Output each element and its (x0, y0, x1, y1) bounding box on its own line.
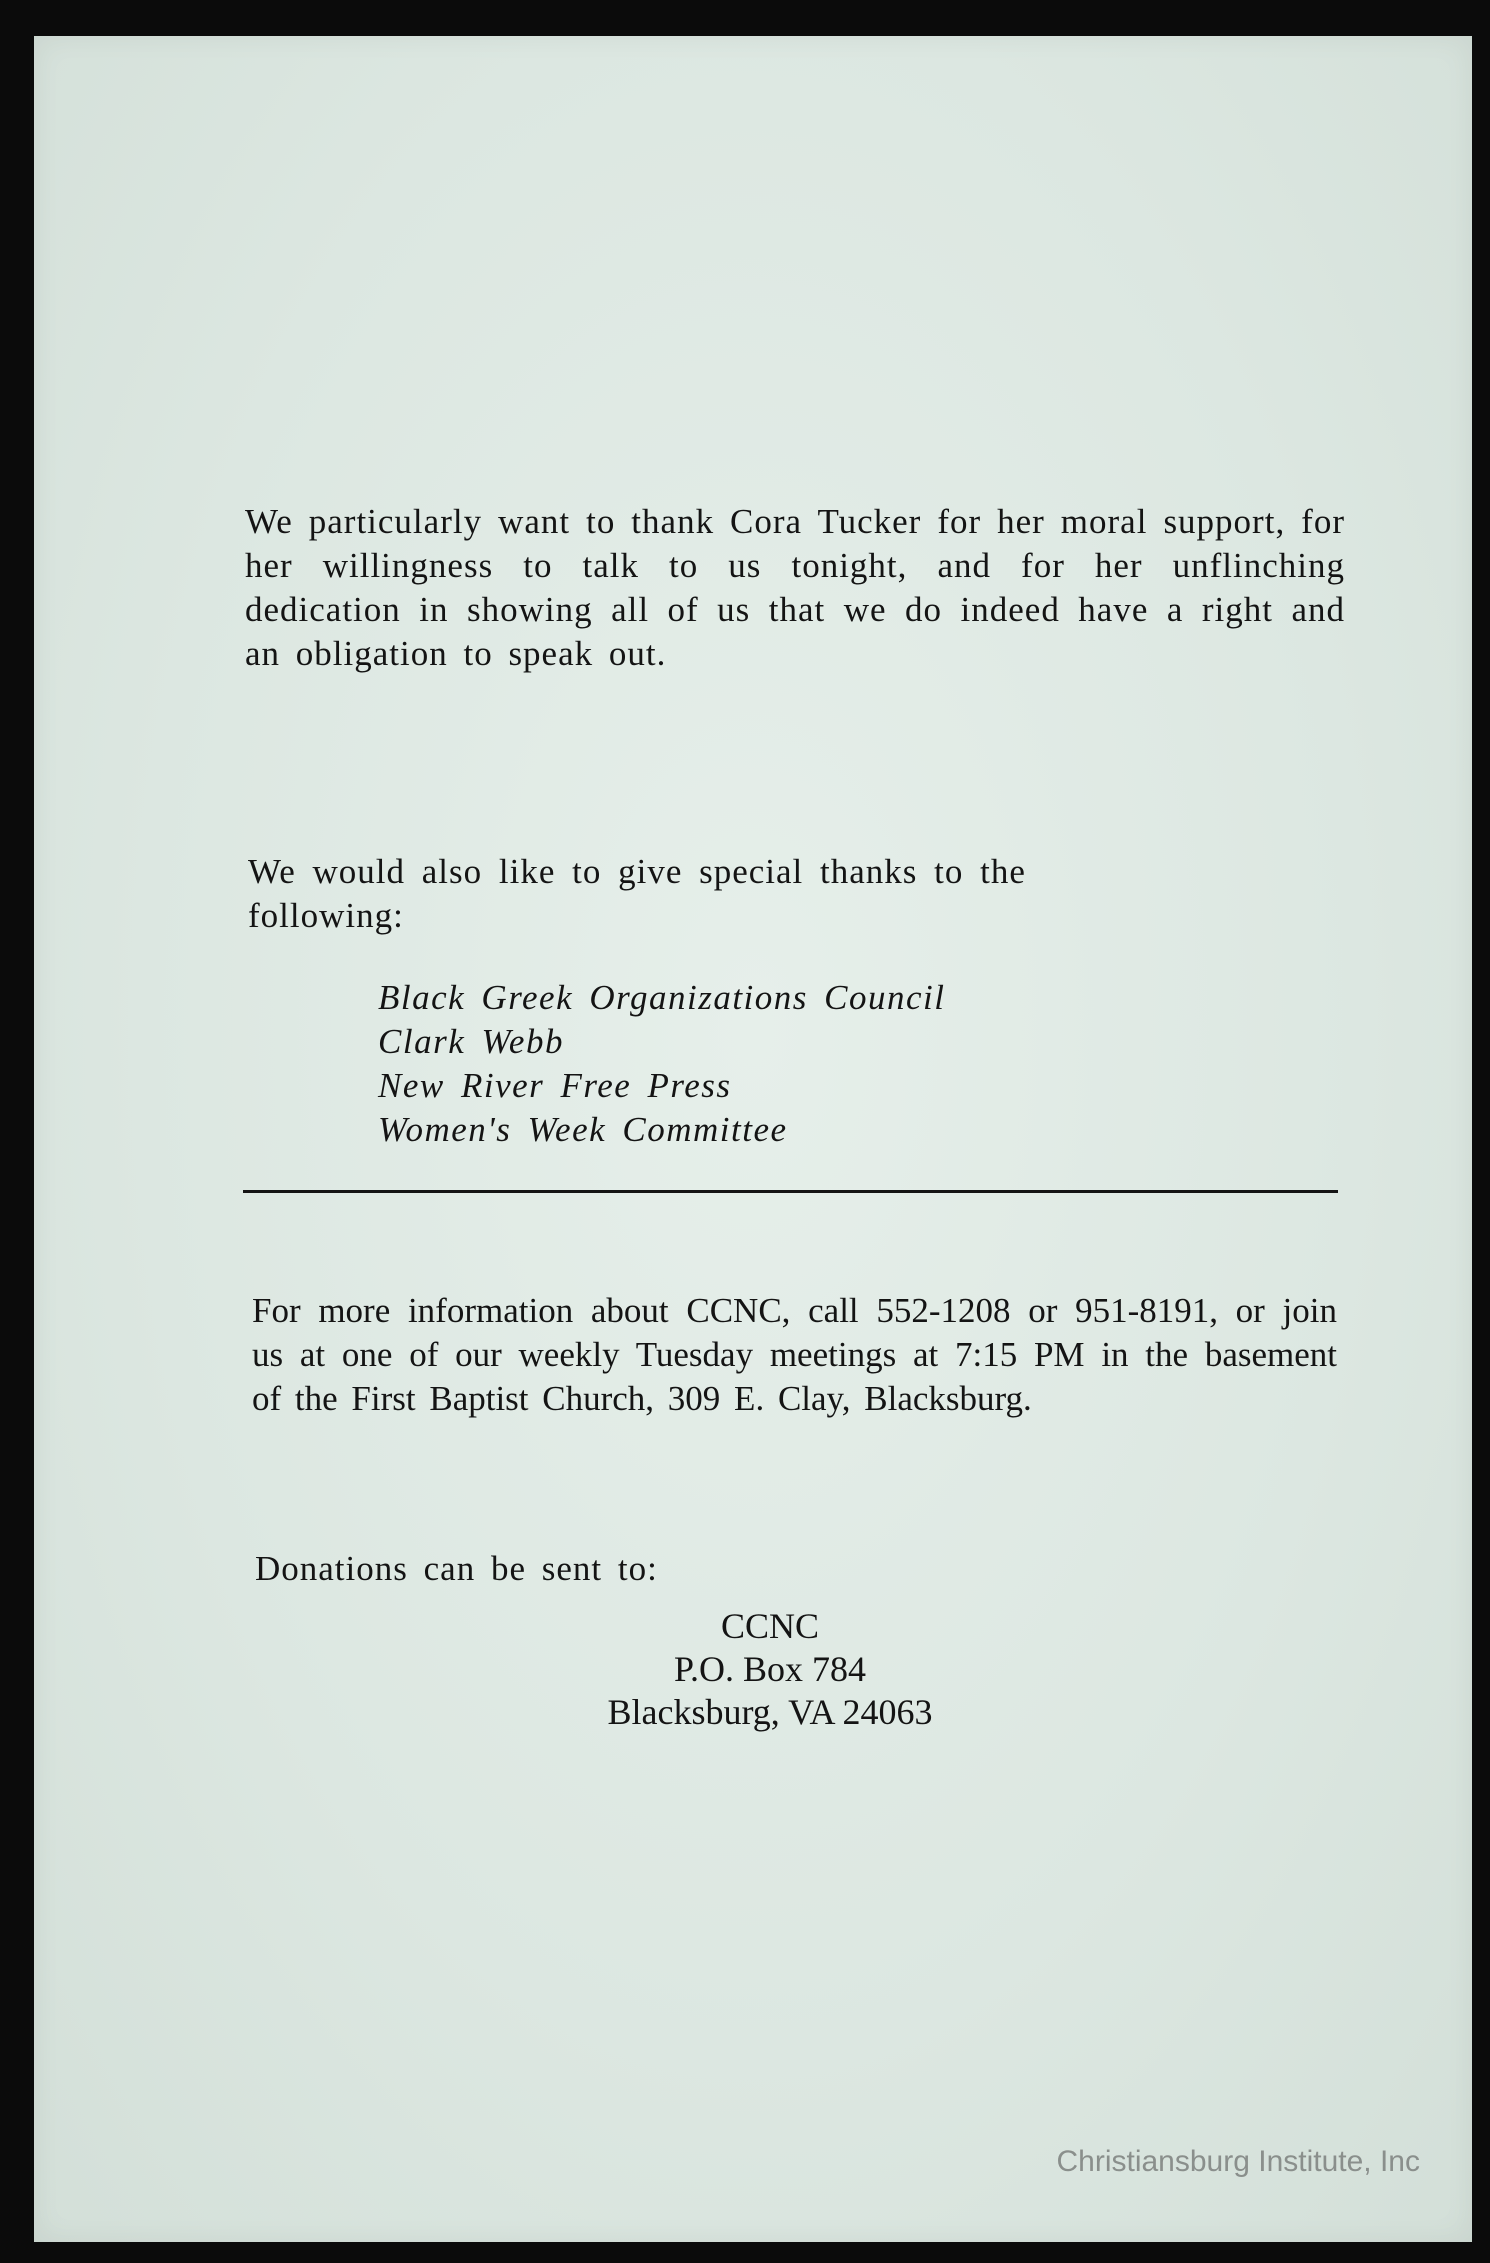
section-divider (243, 1190, 1338, 1193)
list-item: Clark Webb (378, 1022, 564, 1061)
archive-watermark: Christiansburg Institute, Inc (1056, 2145, 1420, 2178)
mailing-address (470, 1605, 1070, 1734)
list-item: New River Free Press (378, 1066, 732, 1105)
address-line-city-state-zip: Blacksburg, VA 24063 (607, 1692, 933, 1732)
address-line-organization: CCNC (720, 1606, 820, 1646)
list-item: Black Greek Organizations Council (378, 978, 946, 1017)
organization-list (378, 976, 945, 1152)
address-line-po-box: P.O. Box 784 (673, 1649, 867, 1689)
list-item: Women's Week Committee (378, 1110, 788, 1149)
thanks-paragraph: We particularly want to thank Cora Tucker for her moral support, for her willingness to talk to us tonight, and for her unflinching dedication in showing all of us that we do indeed have a right and an obligation to speak out. (245, 502, 1345, 673)
contact-info-paragraph: For more information about CCNC, call 552-1208 or 951-8191, or join us at one of our weekly Tuesday meetings at 7:15 PM in the basement of the First Baptist Church, 309 E. Clay, Blacksburg. (252, 1291, 1337, 1418)
special-thanks-intro: We would also like to give special thanks to the following: (248, 852, 1026, 935)
donations-label: Donations can be sent to: (255, 1549, 658, 1588)
